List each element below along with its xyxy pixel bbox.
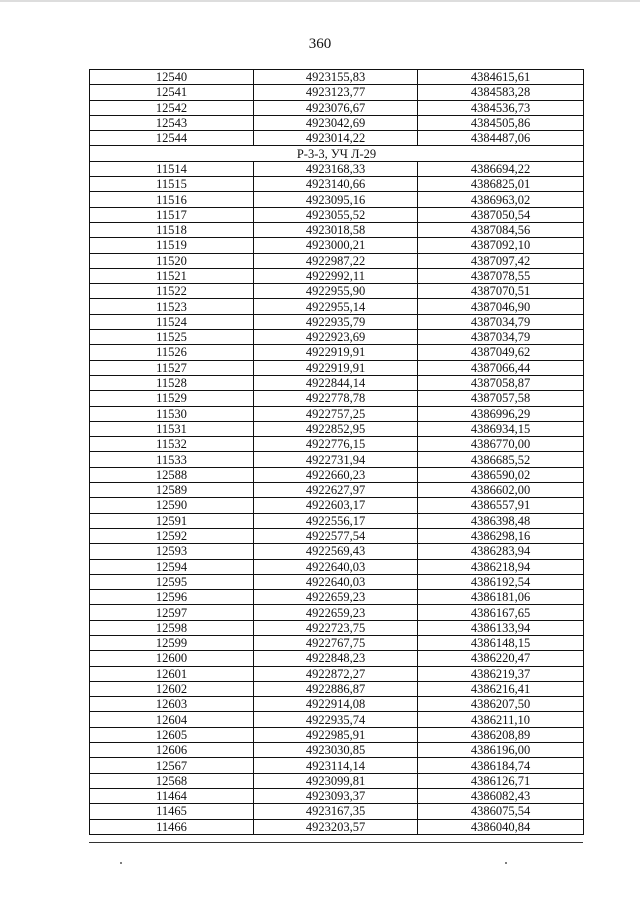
y-coordinate: 4387066,44 [418, 360, 584, 375]
y-coordinate: 4386148,15 [418, 635, 584, 650]
table-row [90, 712, 584, 727]
x-coordinate: 4922640,03 [254, 574, 418, 589]
table-row [90, 192, 584, 207]
table-row [90, 559, 584, 574]
y-coordinate: 4386192,54 [418, 574, 584, 589]
table-row [90, 605, 584, 620]
point-number: 12543 [90, 115, 254, 130]
x-coordinate: 4923000,21 [254, 238, 418, 253]
x-coordinate: 4922757,25 [254, 406, 418, 421]
point-number: 12606 [90, 743, 254, 758]
x-coordinate: 4923055,52 [254, 207, 418, 222]
y-coordinate: 4387092,10 [418, 238, 584, 253]
x-coordinate: 4922767,75 [254, 635, 418, 650]
y-coordinate: 4387070,51 [418, 284, 584, 299]
x-coordinate: 4922935,79 [254, 314, 418, 329]
x-coordinate: 4923093,37 [254, 788, 418, 803]
point-number: 11465 [90, 804, 254, 819]
table-row [90, 467, 584, 482]
x-coordinate: 4922923,69 [254, 330, 418, 345]
point-number: 12602 [90, 681, 254, 696]
point-number: 11524 [90, 314, 254, 329]
x-coordinate: 4922627,97 [254, 483, 418, 498]
y-coordinate: 4386398,48 [418, 513, 584, 528]
scan-top-edge [0, 0, 640, 2]
y-coordinate: 4386996,29 [418, 406, 584, 421]
y-coordinate: 4386590,02 [418, 467, 584, 482]
y-coordinate: 4386184,74 [418, 758, 584, 773]
table-row [90, 345, 584, 360]
table-row [90, 590, 584, 605]
x-coordinate: 4922848,23 [254, 651, 418, 666]
table-row [90, 819, 584, 834]
table-row [90, 620, 584, 635]
x-coordinate: 4922985,91 [254, 727, 418, 742]
x-coordinate: 4922886,87 [254, 681, 418, 696]
table-row [90, 391, 584, 406]
x-coordinate: 4923123,77 [254, 85, 418, 100]
point-number: 12594 [90, 559, 254, 574]
table-row [90, 528, 584, 543]
point-number: 11516 [90, 192, 254, 207]
table-row [90, 375, 584, 390]
x-coordinate: 4922731,94 [254, 452, 418, 467]
bottom-rule [89, 842, 583, 843]
point-number: 12593 [90, 544, 254, 559]
x-coordinate: 4922872,27 [254, 666, 418, 681]
y-coordinate: 4387049,62 [418, 345, 584, 360]
scan-speck [120, 862, 122, 864]
table-row [90, 421, 584, 436]
point-number: 12604 [90, 712, 254, 727]
point-number: 12540 [90, 70, 254, 85]
point-number: 12597 [90, 605, 254, 620]
point-number: 11531 [90, 421, 254, 436]
point-number: 11525 [90, 330, 254, 345]
point-number: 11466 [90, 819, 254, 834]
point-number: 11518 [90, 222, 254, 237]
table-row [90, 284, 584, 299]
x-coordinate: 4922844,14 [254, 375, 418, 390]
point-number: 12601 [90, 666, 254, 681]
point-number: 11514 [90, 161, 254, 176]
table-row [90, 70, 584, 85]
point-number: 12599 [90, 635, 254, 650]
table-row [90, 115, 584, 130]
x-coordinate: 4922914,08 [254, 697, 418, 712]
table-row [90, 268, 584, 283]
table-row [90, 666, 584, 681]
point-number: 12588 [90, 467, 254, 482]
x-coordinate: 4922660,23 [254, 467, 418, 482]
coordinates-table [89, 69, 584, 835]
y-coordinate: 4386040,84 [418, 819, 584, 834]
x-coordinate: 4922640,03 [254, 559, 418, 574]
x-coordinate: 4923155,83 [254, 70, 418, 85]
point-number: 12567 [90, 758, 254, 773]
y-coordinate: 4386216,41 [418, 681, 584, 696]
table-row [90, 788, 584, 803]
table-row [90, 544, 584, 559]
x-coordinate: 4922577,54 [254, 528, 418, 543]
y-coordinate: 4386207,50 [418, 697, 584, 712]
x-coordinate: 4922723,75 [254, 620, 418, 635]
table-row [90, 483, 584, 498]
point-number: 12591 [90, 513, 254, 528]
section-header-group [90, 146, 584, 161]
table-row [90, 697, 584, 712]
y-coordinate: 4386181,06 [418, 590, 584, 605]
y-coordinate: 4386126,71 [418, 773, 584, 788]
table-row [90, 437, 584, 452]
x-coordinate: 4922569,43 [254, 544, 418, 559]
x-coordinate: 4923014,22 [254, 131, 418, 146]
x-coordinate: 4922659,23 [254, 605, 418, 620]
y-coordinate: 4387050,54 [418, 207, 584, 222]
y-coordinate: 4386211,10 [418, 712, 584, 727]
y-coordinate: 4387097,42 [418, 253, 584, 268]
y-coordinate: 4384615,61 [418, 70, 584, 85]
point-number: 12544 [90, 131, 254, 146]
scan-speck [505, 862, 507, 864]
table-row [90, 681, 584, 696]
y-coordinate: 4387046,90 [418, 299, 584, 314]
table-row [90, 253, 584, 268]
point-number: 12590 [90, 498, 254, 513]
x-coordinate: 4922935,74 [254, 712, 418, 727]
x-coordinate: 4923076,67 [254, 100, 418, 115]
table-row [90, 574, 584, 589]
table-row [90, 360, 584, 375]
point-number: 11533 [90, 452, 254, 467]
y-coordinate: 4386602,00 [418, 483, 584, 498]
y-coordinate: 4384505,86 [418, 115, 584, 130]
y-coordinate: 4387034,79 [418, 330, 584, 345]
table-row [90, 804, 584, 819]
point-number: 12541 [90, 85, 254, 100]
point-number: 11464 [90, 788, 254, 803]
point-number: 11521 [90, 268, 254, 283]
y-coordinate: 4387058,87 [418, 375, 584, 390]
table-row [90, 177, 584, 192]
point-number: 11528 [90, 375, 254, 390]
table-row [90, 100, 584, 115]
y-coordinate: 4386283,94 [418, 544, 584, 559]
page-number: 360 [308, 36, 332, 52]
point-number: 11517 [90, 207, 254, 222]
x-coordinate: 4923114,14 [254, 758, 418, 773]
table-row [90, 498, 584, 513]
y-coordinate: 4386963,02 [418, 192, 584, 207]
x-coordinate: 4923099,81 [254, 773, 418, 788]
table-row [90, 85, 584, 100]
point-number: 12592 [90, 528, 254, 543]
x-coordinate: 4922659,23 [254, 590, 418, 605]
y-coordinate: 4384583,28 [418, 85, 584, 100]
point-number: 11529 [90, 391, 254, 406]
point-number: 11527 [90, 360, 254, 375]
table-row [90, 743, 584, 758]
table-row [90, 207, 584, 222]
y-coordinate: 4386075,54 [418, 804, 584, 819]
table-row [90, 161, 584, 176]
y-coordinate: 4384536,73 [418, 100, 584, 115]
y-coordinate: 4386770,00 [418, 437, 584, 452]
table-body-after [90, 161, 584, 834]
table-row [90, 773, 584, 788]
x-coordinate: 4923203,57 [254, 819, 418, 834]
section-title: Р-3-3, УЧ Л-29 [90, 146, 584, 161]
point-number: 11530 [90, 406, 254, 421]
point-number: 12596 [90, 590, 254, 605]
x-coordinate: 4922955,90 [254, 284, 418, 299]
y-coordinate: 4386082,43 [418, 788, 584, 803]
x-coordinate: 4923095,16 [254, 192, 418, 207]
point-number: 12598 [90, 620, 254, 635]
y-coordinate: 4387034,79 [418, 314, 584, 329]
y-coordinate: 4387057,58 [418, 391, 584, 406]
x-coordinate: 4922955,14 [254, 299, 418, 314]
table-body-before [90, 70, 584, 146]
y-coordinate: 4384487,06 [418, 131, 584, 146]
x-coordinate: 4922778,78 [254, 391, 418, 406]
x-coordinate: 4923168,33 [254, 161, 418, 176]
y-coordinate: 4386167,65 [418, 605, 584, 620]
point-number: 11522 [90, 284, 254, 299]
x-coordinate: 4922919,91 [254, 345, 418, 360]
table-row [90, 131, 584, 146]
x-coordinate: 4922992,11 [254, 268, 418, 283]
y-coordinate: 4386934,15 [418, 421, 584, 436]
table-row [90, 238, 584, 253]
y-coordinate: 4386685,52 [418, 452, 584, 467]
point-number: 11515 [90, 177, 254, 192]
y-coordinate: 4386196,00 [418, 743, 584, 758]
x-coordinate: 4923140,66 [254, 177, 418, 192]
x-coordinate: 4923167,35 [254, 804, 418, 819]
point-number: 11519 [90, 238, 254, 253]
table-row [90, 651, 584, 666]
table-row [90, 635, 584, 650]
y-coordinate: 4386218,94 [418, 559, 584, 574]
x-coordinate: 4923018,58 [254, 222, 418, 237]
point-number: 11526 [90, 345, 254, 360]
table-row [90, 314, 584, 329]
y-coordinate: 4386557,91 [418, 498, 584, 513]
y-coordinate: 4386208,89 [418, 727, 584, 742]
y-coordinate: 4386219,37 [418, 666, 584, 681]
section-row [90, 146, 584, 161]
x-coordinate: 4922852,95 [254, 421, 418, 436]
point-number: 12542 [90, 100, 254, 115]
table-row [90, 727, 584, 742]
point-number: 11520 [90, 253, 254, 268]
x-coordinate: 4922603,17 [254, 498, 418, 513]
x-coordinate: 4923030,85 [254, 743, 418, 758]
point-number: 12589 [90, 483, 254, 498]
table-row [90, 758, 584, 773]
x-coordinate: 4922776,15 [254, 437, 418, 452]
point-number: 11523 [90, 299, 254, 314]
table-row [90, 513, 584, 528]
y-coordinate: 4387084,56 [418, 222, 584, 237]
point-number: 12603 [90, 697, 254, 712]
x-coordinate: 4922919,91 [254, 360, 418, 375]
table-row [90, 299, 584, 314]
y-coordinate: 4386694,22 [418, 161, 584, 176]
table-row [90, 406, 584, 421]
table-row [90, 330, 584, 345]
point-number: 12568 [90, 773, 254, 788]
point-number: 12595 [90, 574, 254, 589]
table-row [90, 222, 584, 237]
point-number: 12600 [90, 651, 254, 666]
y-coordinate: 4386825,01 [418, 177, 584, 192]
y-coordinate: 4386298,16 [418, 528, 584, 543]
x-coordinate: 4923042,69 [254, 115, 418, 130]
point-number: 11532 [90, 437, 254, 452]
y-coordinate: 4386220,47 [418, 651, 584, 666]
x-coordinate: 4922556,17 [254, 513, 418, 528]
point-number: 12605 [90, 727, 254, 742]
y-coordinate: 4386133,94 [418, 620, 584, 635]
x-coordinate: 4922987,22 [254, 253, 418, 268]
table-row [90, 452, 584, 467]
y-coordinate: 4387078,55 [418, 268, 584, 283]
